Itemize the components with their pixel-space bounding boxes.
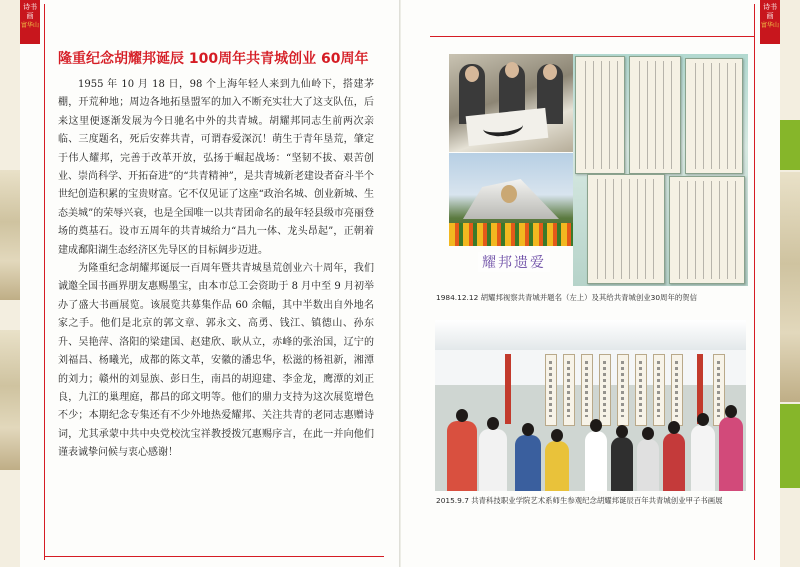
right-red-rule: [754, 4, 755, 560]
photo-exhibition-hall: [435, 320, 746, 491]
visitor: [691, 425, 715, 491]
hanging-scroll: [599, 354, 611, 426]
hanging-scroll: [545, 354, 557, 426]
hanging-scroll: [635, 354, 647, 426]
badge-top-text: 诗书画: [23, 3, 37, 20]
left-red-rule: [44, 4, 45, 560]
hanging-scroll: [713, 354, 725, 426]
hanging-scroll: [581, 354, 593, 426]
article-body: [58, 76, 374, 463]
left-bottom-rule: [44, 556, 384, 557]
photo-handwritten-letter-collage: [573, 54, 748, 286]
article-title: 隆重纪念胡耀邦诞辰 100周年共青城创业 60周年: [58, 51, 369, 67]
letter-page: [575, 56, 625, 174]
article-paragraph-2: 为隆重纪念胡耀邦诞辰一百周年暨共青城垦荒创业六十周年，我们诚邀全国书画界朋友惠赐墨宝，由本市总工会资助于 8 月中至 9 月初举办了盛大书画展览。该展览共募集作品 60 余幅，其中半数出自外地名家之手。他们是北京的郭文章、郭永文、高勇、钱江、镇德山、孙东升、吴艳萍、洛阳的梁建国、赵建欣、耿从立，赤峰的张治国，辽宁的刘福昌、杨曦光，成都的陈文革，安徽的潘忠华，松滋的杨祖新，湘潭的刘力；赣州的刘显族、彭日生，南昌的胡迎建、李金龙，鹰潭的刘正良，九江的巢理庭，都昌的邱文明等。他们的鼎力支持为这次展览增色不少；本期纪念专集还有不少外地热爱耀邦、关注共青的老同志惠赠诗词，尤其承蒙中共中央党校沈宝祥教授拨冗惠赐序言，在此一并向他们谨表诚挚问候与衷心感谢！: [58, 263, 374, 459]
letter-page: [685, 58, 743, 174]
letter-page: [629, 56, 681, 174]
badge-top-text-right: 诗书画: [763, 3, 777, 20]
left-painting-band-lower: [0, 330, 20, 470]
left-painting-band: [0, 170, 20, 300]
photo-memorial-monument: [449, 153, 573, 246]
visitor: [663, 433, 685, 491]
photo-overlay-title: 耀邦遗爱: [478, 252, 550, 272]
page-fold: [399, 0, 401, 567]
right-green-band: [780, 120, 800, 170]
visitor: [585, 431, 607, 491]
badge-sub-text: 富华山: [20, 22, 39, 29]
left-margin-strip: [0, 0, 20, 567]
figure-head: [505, 62, 519, 78]
figure-head: [543, 64, 557, 80]
visitor: [611, 437, 633, 491]
visitor: [637, 439, 659, 491]
visitor: [719, 417, 743, 491]
right-painting-band: [780, 172, 800, 402]
hanging-scroll: [505, 354, 511, 424]
hanging-scroll: [617, 354, 629, 426]
hanging-scroll: [671, 354, 683, 426]
hanging-scroll: [563, 354, 575, 426]
left-section-badge: [20, 0, 40, 44]
right-margin-strip: [780, 0, 800, 567]
right-top-rule: [430, 36, 754, 37]
flower-bed: [449, 223, 573, 246]
article-paragraph-1: 1955 年 10 月 18 日，98 个上海年轻人来到九仙岭下，搭建茅棚，开荒种地；周边各地拓垦盟军的加入不断充实壮大了这支队伍，后来这里便逐渐发展为今日驰名中外的共青城。胡耀邦同志生前两次亲临、三度题名，死后安葬共青，可谓春爱深沉！萌生于青年垦荒，肇定于伟人耀邦，完善于改革开放，弘扬于崛起战场：“坚韧不拔、艰苦创业、崇尚科学、开拓奋进”的“共青精神”，是共青城新老建设者奋斗半个世纪创造积累的宝贵财富。它不仅见证了这座“政治名城、创业新城、生态美城”的荣辱兴衰，也是全国唯一以共青团命名的最年轻县级市亮丽登场的奠基石。设市五周年的共青城给力“昌九一体、龙头昂起”，正朝着建成鄱阳湖生态经济区先导区的目标阔步迈进。: [58, 79, 374, 256]
right-green-band-lower: [780, 404, 800, 488]
badge-sub-text-right: 富华山: [760, 22, 779, 29]
right-section-badge: [760, 0, 780, 44]
letter-page: [669, 176, 745, 284]
hall-ceiling: [435, 320, 746, 350]
visitor: [447, 421, 477, 491]
monument-relief: [501, 185, 517, 203]
figure-head: [465, 66, 479, 82]
letter-page: [587, 174, 665, 284]
photo-calligraphy-inscription: [449, 54, 573, 152]
hanging-scroll: [653, 354, 665, 426]
caption-exhibition-photo: 2015.9.7 共青科技职业学院艺术系师生参观纪念胡耀邦诞辰百年共青城创业甲子书画展: [436, 496, 723, 505]
visitor: [515, 435, 541, 491]
visitor: [479, 429, 507, 491]
visitor: [545, 441, 569, 491]
caption-top-photos: 1984.12.12 胡耀邦视察共青城并题名（左上）及其给共青城创业30周年的贺信: [436, 293, 698, 302]
